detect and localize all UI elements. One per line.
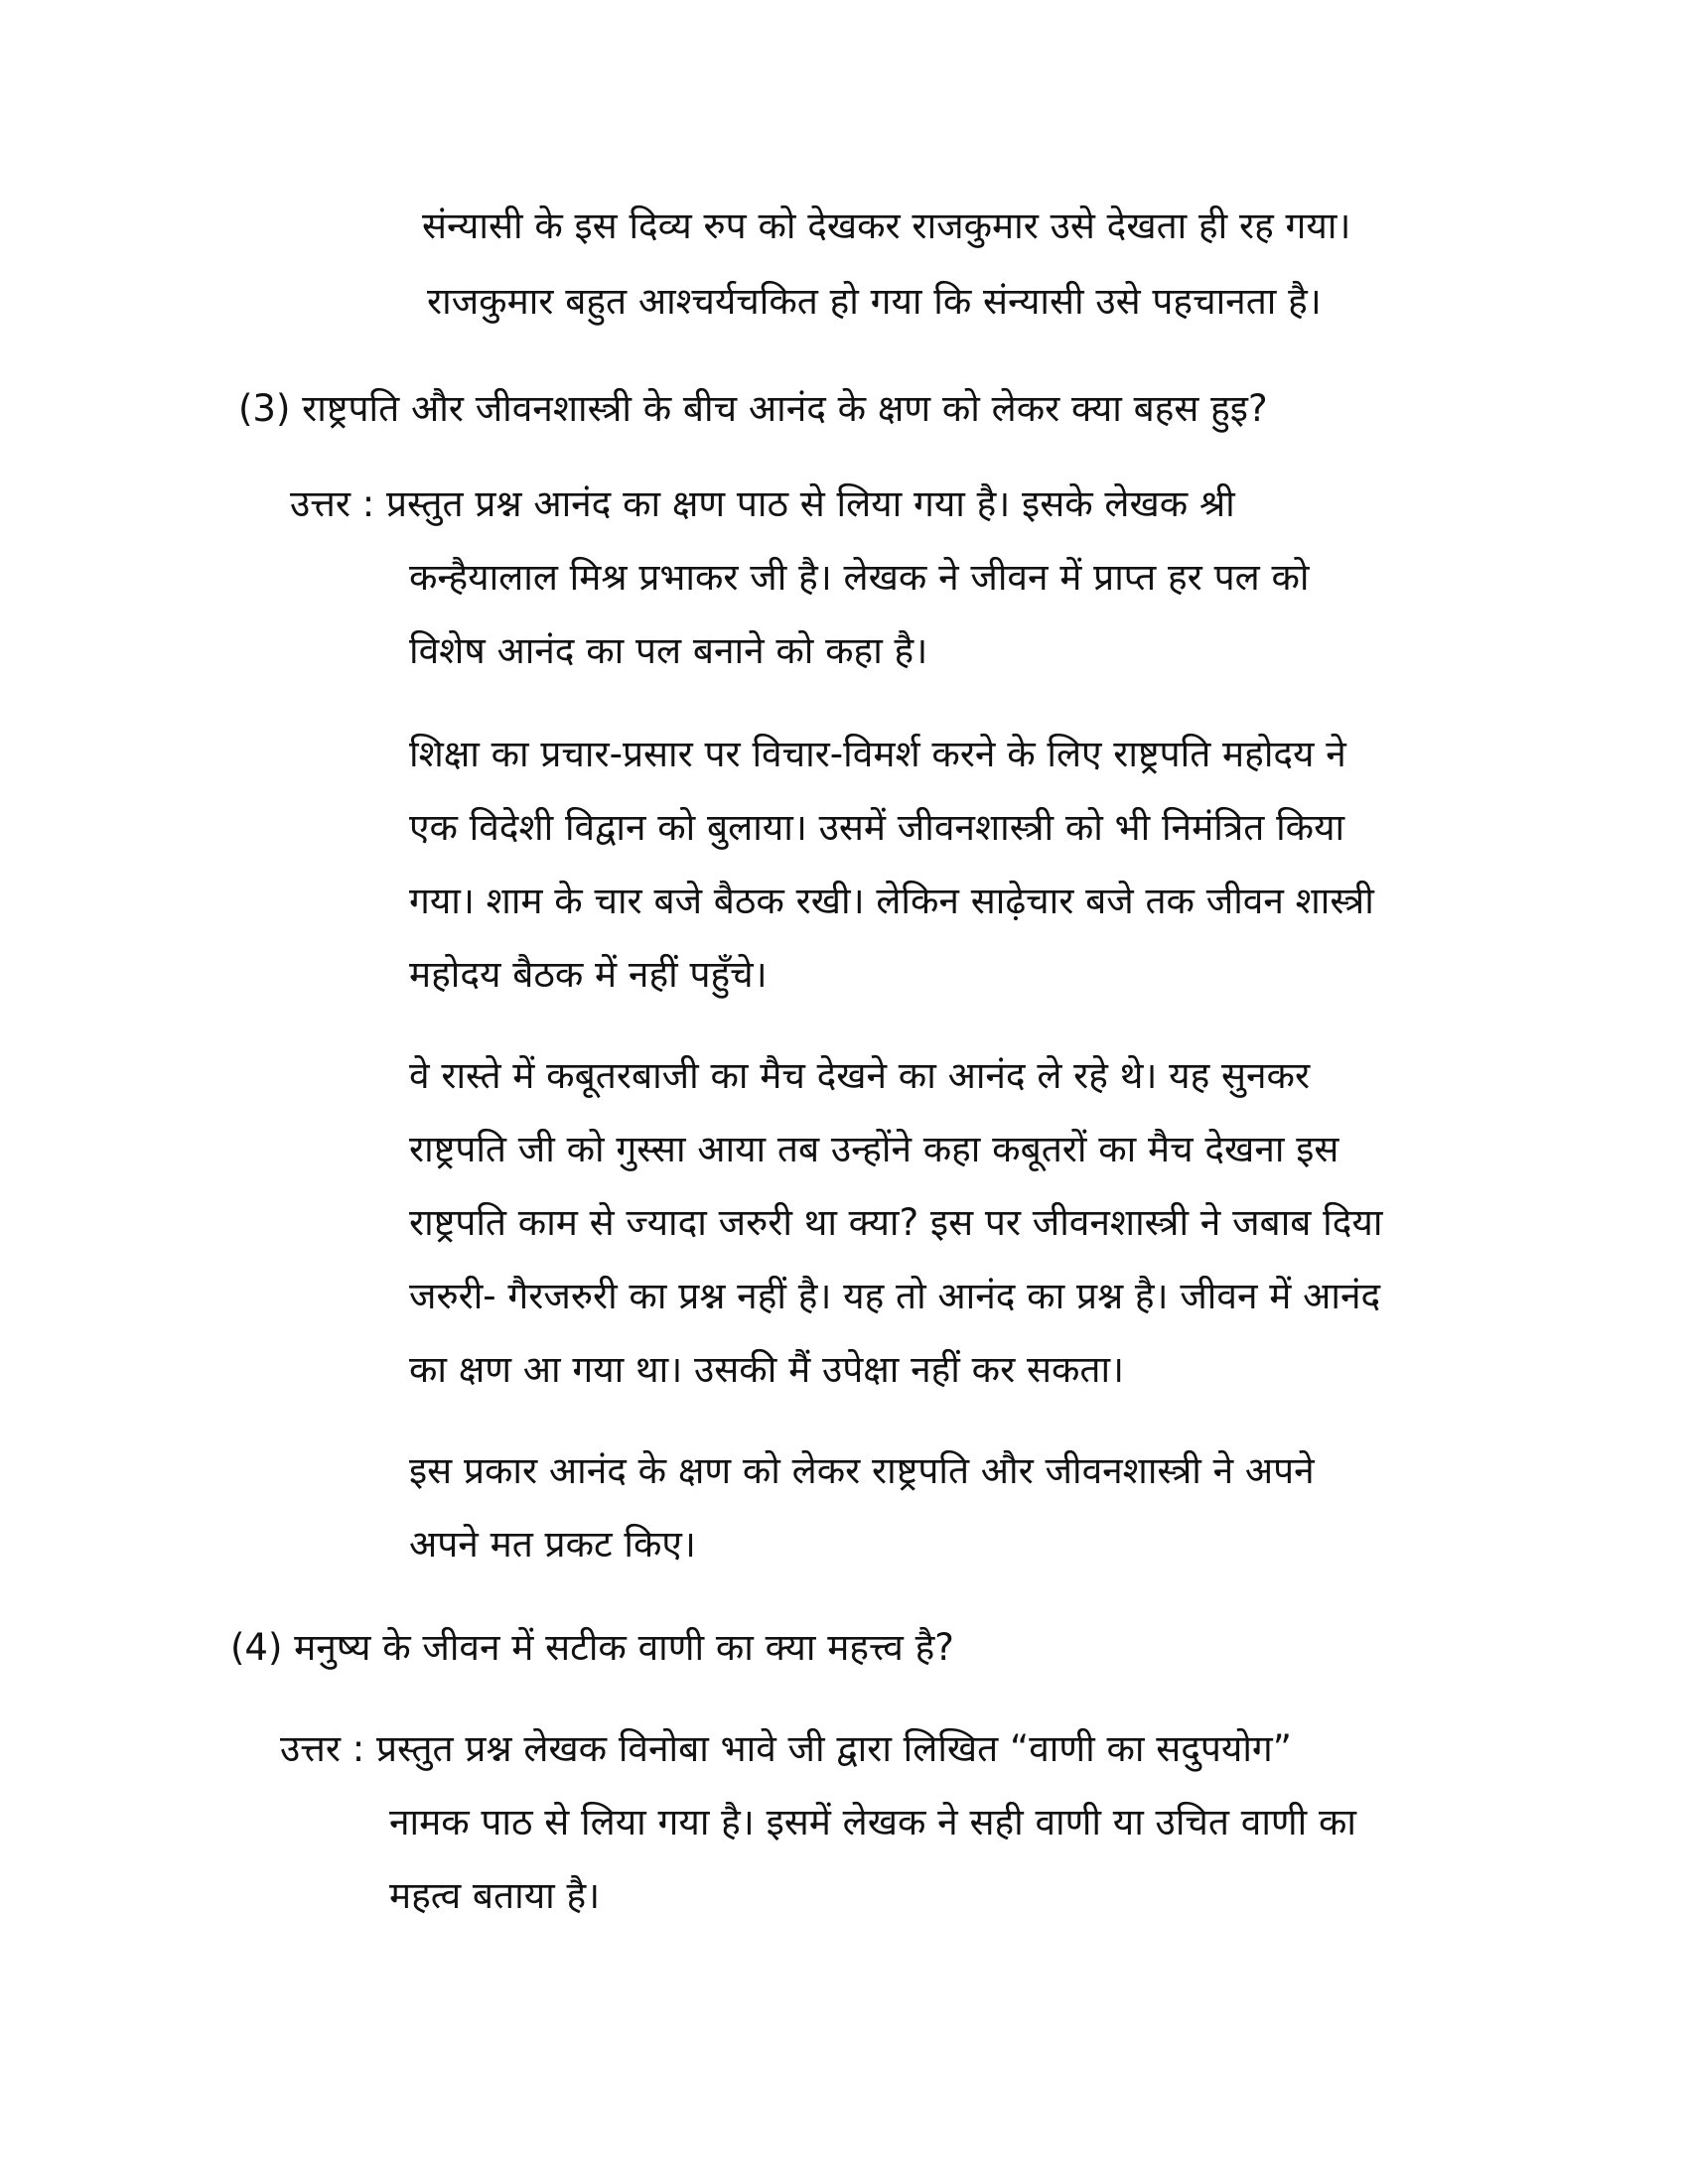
q3-answer-line-1: उत्तर : प्रस्तुत प्रश्न आनंद का क्षण पाठ से लिया गया है। इसके लेखक श्री <box>290 482 1235 525</box>
q3-para4-line-1: इस प्रकार आनंद के क्षण को लेकर राष्ट्रपति और जीवनशास्त्री ने अपने <box>409 1449 1315 1492</box>
q3-para3-line-2: राष्ट्रपति जी को गुस्सा आया तब उन्होंने कहा कबूतरों का मैच देखना इस <box>409 1128 1339 1170</box>
q3-para3-line-1: वे रास्ते में कबूतरबाजी का मैच देखने का आनंद ले रहे थे। यह सुनकर <box>409 1054 1311 1097</box>
q3-para2-line-3: गया। शाम के चार बजे बैठक रखी। लेकिन साढ़ेचार बजे तक जीवन शास्त्री <box>409 880 1374 922</box>
q3-para3-line-4: जरुरी- गैरजरुरी का प्रश्न नहीं है। यह तो आनंद का प्रश्न है। जीवन में आनंद <box>409 1275 1381 1317</box>
q3-answer-line-3: विशेष आनंद का पल बनाने को कहा है। <box>409 629 928 672</box>
q3-para2-line-4: महोदय बैठक में नहीं पहुँचे। <box>409 953 768 996</box>
q3-para4-line-2: अपने मत प्रकट किए। <box>409 1523 696 1566</box>
q3-para2-line-1: शिक्षा का प्रचार-प्रसार पर विचार-विमर्श करने के लिए राष्ट्रपति महोदय ने <box>409 733 1346 775</box>
intro-line-1: संन्यासी के इस दिव्य रुप को देखकर राजकुमार उसे देखता ही रह गया। <box>422 205 1351 247</box>
q4-answer-line-2: नामक पाठ से लिया गया है। इसमें लेखक ने सही वाणी या उचित वाणी का <box>389 1801 1356 1843</box>
q4-answer-line-3: महत्व बताया है। <box>389 1874 601 1917</box>
q3-para3-line-5: का क्षण आ गया था। उसकी मैं उपेक्षा नहीं कर सकता। <box>409 1348 1125 1391</box>
q3-para2-line-2: एक विदेशी विद्वान को बुलाया। उसमें जीवनशास्त्री को भी निमंत्रित किया <box>409 806 1345 849</box>
q3-answer-line-2: कन्हैयालाल मिश्र प्रभाकर जी है। लेखक ने जीवन में प्राप्त हर पल को <box>409 556 1310 599</box>
question-3: (3) राष्ट्रपति और जीवनशास्त्री के बीच आनंद के क्षण को लेकर क्या बहस हुइ? <box>238 387 1268 430</box>
q3-para3-line-3: राष्ट्रपति काम से ज्यादा जरुरी था क्या? इस पर जीवनशास्त्री ने जबाब दिया <box>409 1201 1383 1244</box>
q4-answer-line-1: उत्तर : प्रस्तुत प्रश्न लेखक विनोबा भावे जी द्वारा लिखित “वाणी का सदुपयोग” <box>280 1727 1292 1770</box>
intro-line-2: राजकुमार बहुत आश्चर्यचकित हो गया कि संन्यासी उसे पहचानता है। <box>427 280 1322 323</box>
question-4: (4) मनुष्य के जीवन में सटीक वाणी का क्या महत्त्व है? <box>230 1626 954 1669</box>
